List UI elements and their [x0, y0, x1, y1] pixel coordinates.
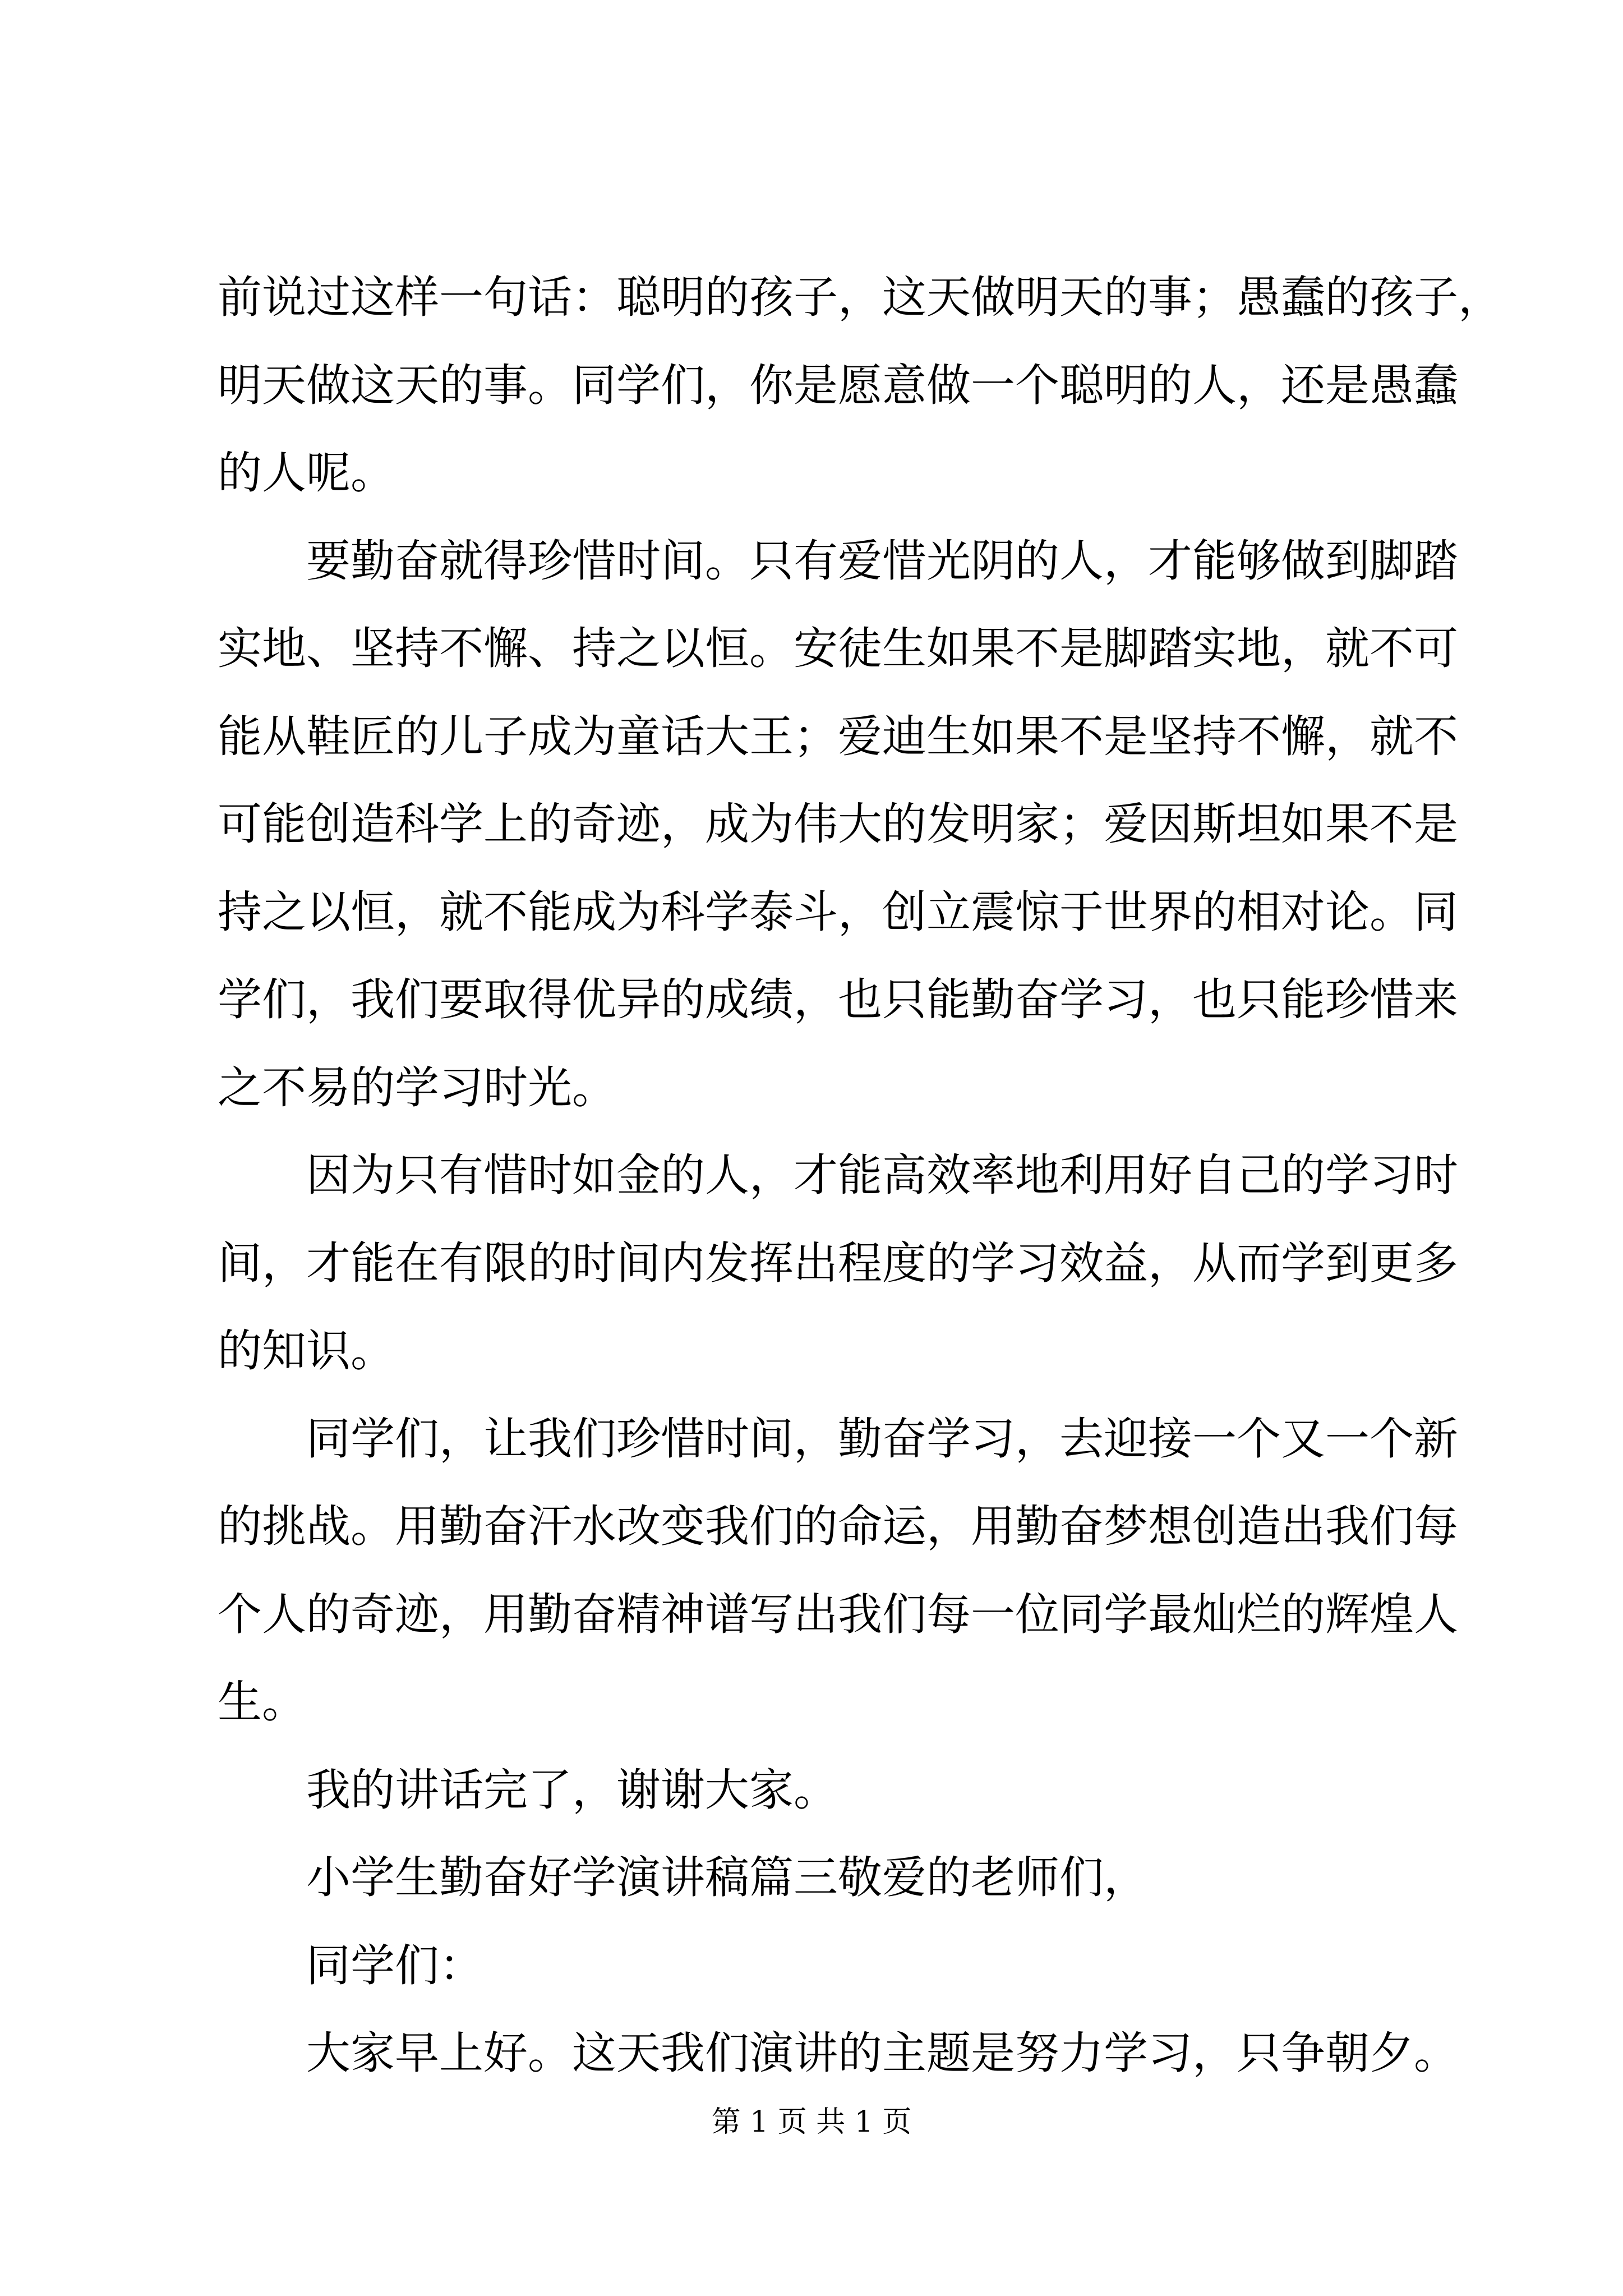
paragraph [218, 1922, 1418, 2010]
page-number-label: 第 1 页 共 1 页 [711, 2105, 912, 2139]
text-line: 个人的奇迹，用勤奋精神谱写出我们每一位同学最灿烂的辉煌人 [218, 1588, 1458, 1640]
text-line: 前说过这样一句话：聪明的孩子，这天做明天的事；愚蠢的孩子， [218, 272, 1502, 323]
paragraph [218, 254, 1502, 517]
paragraph [218, 1131, 1458, 1395]
text-line: 的人呢。 [218, 447, 395, 499]
paragraph [218, 517, 1458, 1132]
text-line: 实地、坚持不懈、持之以恒。安徒生如果不是脚踏实地，就不可 [218, 623, 1458, 674]
text-line: 小学生勤奋好学演讲稿篇三敬爱的老师们， [306, 1852, 1148, 1903]
text-line: 学们，我们要取得优异的成绩，也只能勤奋学习，也只能珍惜来 [218, 974, 1458, 1025]
text-line: 间，才能在有限的时间内发挥出程度的学习效益，从而学到更多 [218, 1237, 1458, 1289]
text-line: 持之以恒，就不能成为科学泰斗，创立震惊于世界的相对论。同 [218, 886, 1458, 938]
text-line: 要勤奋就得珍惜时间。只有爱惜光阴的人，才能够做到脚踏 [306, 535, 1458, 587]
text-line: 我的讲话完了，谢谢大家。 [306, 1764, 838, 1816]
text-line: 大家早上好。这天我们演讲的主题是努力学习，只争朝夕。 [306, 2027, 1458, 2079]
text-line: 能从鞋匠的儿子成为童话大王；爱迪生如果不是坚持不懈，就不 [218, 710, 1458, 762]
paragraph [218, 1746, 1418, 1834]
text-line: 的挑战。用勤奋汗水改变我们的命运，用勤奋梦想创造出我们每 [218, 1501, 1458, 1552]
text-line: 同学们，让我们珍惜时间，勤奋学习，去迎接一个又一个新 [306, 1412, 1458, 1465]
text-line: 明天做这天的事。同学们，你是愿意做一个聪明的人，还是愚蠢 [218, 359, 1458, 411]
page-footer [0, 2102, 1623, 2142]
text-line: 因为只有惜时如金的人，才能高效率地利用好自己的学习时 [306, 1149, 1458, 1201]
text-line: 生。 [218, 1676, 306, 1728]
text-line: 可能创造科学上的奇迹，成为伟大的发明家；爱因斯坦如果不是 [218, 798, 1458, 850]
text-line: 同学们： [306, 1939, 483, 1991]
paragraph [218, 2009, 1458, 2097]
paragraph [218, 1834, 1418, 1922]
text-line: 的知识。 [218, 1325, 395, 1377]
text-line: 之不易的学习时光。 [218, 1061, 616, 1114]
paragraph [218, 1395, 1458, 1746]
document-body [218, 254, 1502, 2097]
